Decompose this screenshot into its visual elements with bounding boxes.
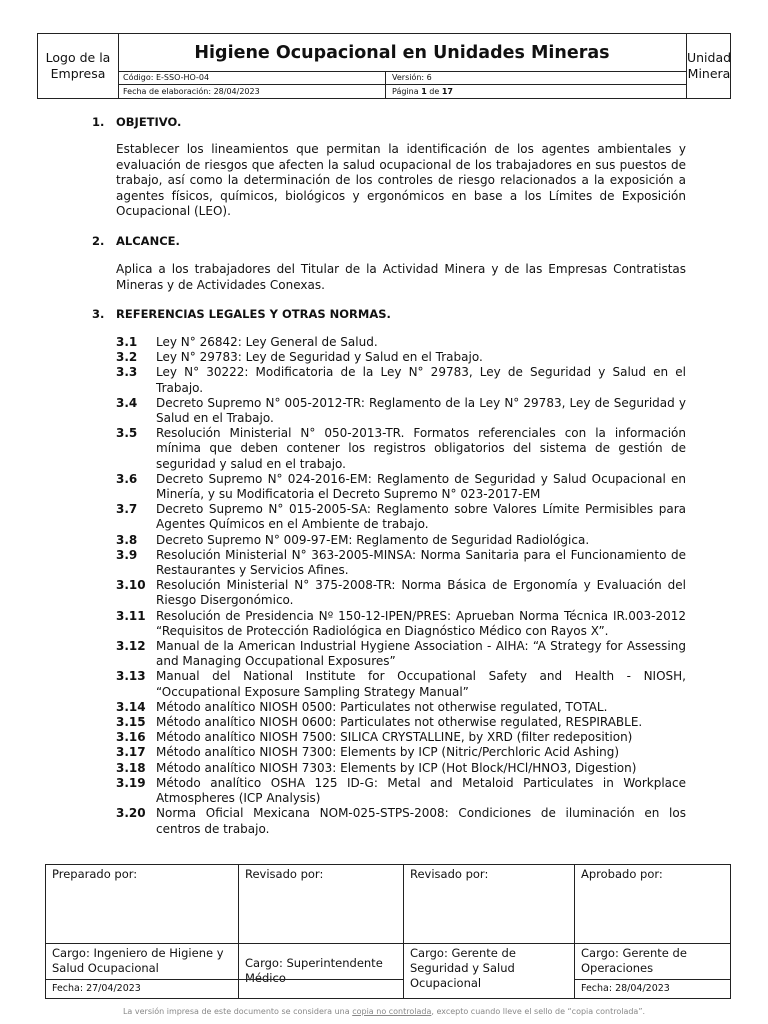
reference-number: 3.9 (116, 547, 138, 562)
approval-role: Preparado por: (52, 867, 138, 881)
approval-date: Fecha: 28/04/2023 (575, 979, 730, 998)
reference-item (116, 700, 686, 715)
header-meta-row-1 (118, 71, 686, 85)
reference-number: 3.20 (116, 806, 146, 821)
approval-position: Cargo: Ingeniero de Higiene y Salud Ocupacional (46, 943, 238, 979)
reference-text: Decreto Supremo N° 005-2012-TR: Reglamento de la Ley N° 29783, Ley de Seguridad y Salud en el Trabajo. (156, 395, 686, 426)
reference-item (116, 806, 686, 836)
reference-text: Método analítico NIOSH 7500: SILICA CRYSTALLINE, by XRD (filter redeposition) (156, 730, 633, 745)
approval-position: Cargo: Gerente de Operaciones (575, 943, 730, 979)
reference-number: 3.6 (116, 471, 138, 486)
reference-item (116, 335, 686, 350)
reference-number: 3.13 (116, 669, 146, 684)
reference-item (116, 426, 686, 472)
page-total: 17 (441, 87, 453, 96)
page-mid: de (426, 87, 442, 96)
reference-item (116, 533, 686, 548)
reference-number: 3.19 (116, 775, 146, 790)
approval-role: Aprobado por: (581, 867, 663, 881)
reference-number: 3.7 (116, 502, 138, 517)
page-number: 1 (421, 87, 427, 96)
reference-text: Método analítico NIOSH 7300: Elements by ICP (Nitric/Perchloric Acid Ashing) (156, 745, 620, 760)
reference-item (116, 609, 686, 639)
section-title: ALCANCE. (116, 234, 180, 248)
approval-table (45, 864, 731, 999)
reference-item (116, 776, 686, 806)
reference-number: 3.16 (116, 730, 146, 745)
header-meta-row-2 (118, 85, 686, 99)
reference-text: Norma Oficial Mexicana NOM-025-STPS-2008: Condiciones de iluminación en los centros de trabajo. (156, 806, 686, 836)
approval-column-reviewed-1 (238, 865, 403, 998)
section-text-objetivo: Establecer los lineamientos que permitan la identificación de los agentes ambientales y evaluación de riesgos que afecten la salud ocupacional de los trabajadores en sus puestos de trabajo, así como la determinación de los controles de riesgo relacionados a la exposición a agentes físicos, químicos, biológicos y ergonómicos en base a los Límites de Exposición Ocupacional (LEO). (116, 142, 686, 218)
reference-number: 3.11 (116, 608, 146, 623)
page-prefix: Página (392, 87, 422, 96)
reference-text: Resolución de Presidencia Nº 150-12-IPEN/PRES: Aprueban Norma Técnica IR.003-2012 “Requisitos de Protección Radiológica en Diagnóstico Médico con Rayos X”. (156, 608, 686, 638)
document-version: Versión: 6 (392, 73, 432, 82)
section-text-alcance: Aplica a los trabajadores del Titular de la Actividad Minera y de las Empresas Contratistas Mineras y de Actividades Conexas. (116, 262, 686, 292)
reference-item (116, 396, 686, 426)
reference-text: Método analítico OSHA 125 ID-G: Metal and Metaloid Particulates in Workplace Atmospheres (ICP Analysis) (156, 775, 686, 806)
section-heading-objetivo (92, 115, 181, 129)
section-number: 2. (92, 234, 105, 248)
reference-text: Decreto Supremo N° 024-2016-EM: Reglamento de Seguridad y Salud Ocupacional en Minería, y su Modificatoria el Decreto Supremo N° 023-2017-EM (156, 471, 686, 502)
reference-number: 3.5 (116, 426, 138, 441)
reference-number: 3.3 (116, 365, 138, 380)
reference-item (116, 730, 686, 745)
approval-column-reviewed-2 (403, 865, 574, 998)
section-number: 3. (92, 307, 105, 321)
footer-text-pre: La versión impresa de este documento se considera una (122, 1007, 353, 1016)
reference-number: 3.15 (116, 715, 146, 730)
document-code: Código: E-SSO-HO-04 (118, 71, 386, 84)
footer-link-text: copia no controlada (352, 1007, 432, 1016)
reference-text: Método analítico NIOSH 0600: Particulates not otherwise regulated, RESPIRABLE. (156, 715, 643, 730)
reference-text: Ley N° 26842: Ley General de Salud. (156, 335, 378, 349)
approval-role: Revisado por: (245, 867, 324, 881)
reference-number: 3.10 (116, 578, 146, 593)
reference-item (116, 350, 686, 365)
reference-number: 3.18 (116, 760, 146, 775)
approval-position: Cargo: Superintendente Médico (239, 943, 403, 979)
reference-item (116, 745, 686, 760)
reference-text: Decreto Supremo N° 009-97-EM: Reglamento de Seguridad Radiológica. (156, 532, 590, 547)
reference-text: Resolución Ministerial N° 050-2013-TR. Formatos referenciales con la información mínima que deben contener los registros obligatorios del sistema de gestión de seguridad y salud en el trabajo. (156, 426, 686, 471)
reference-text: Manual de la American Industrial Hygiene Association - AIHA: “A Strategy for Assessing and Managing Occupational Exposures” (156, 639, 686, 669)
reference-text: Ley N° 30222: Modificatoria de la Ley N° 29783, Ley de Seguridad y Salud en el Trabajo. (156, 365, 686, 395)
creation-date: Fecha de elaboración: 28/04/2023 (118, 85, 386, 98)
reference-text: Resolución Ministerial N° 375-2008-TR: Norma Básica de Ergonomía y Evaluación del Riesgo Disergonómico. (156, 578, 686, 608)
reference-item (116, 639, 686, 669)
reference-number: 3.12 (116, 639, 146, 654)
reference-text: Decreto Supremo N° 015-2005-SA: Reglamento sobre Valores Límite Permisibles para Agentes Químicos en el Ambiente de trabajo. (156, 502, 686, 532)
section-title: OBJETIVO. (116, 115, 182, 129)
reference-item (116, 365, 686, 395)
approval-column-approved (574, 865, 730, 998)
approval-role: Revisado por: (410, 867, 489, 881)
mining-unit-label: Unidad Minera (686, 34, 731, 98)
reference-item (116, 669, 686, 699)
reference-item (116, 548, 686, 578)
reference-text: Método analítico NIOSH 0500: Particulates not otherwise regulated, TOTAL. (156, 699, 608, 714)
approval-position: Cargo: Gerente de Seguridad y Salud Ocupacional (404, 943, 574, 998)
reference-item (116, 761, 686, 776)
reference-text: Método analítico NIOSH 7303: Elements by ICP (Hot Block/HCl/HNO3, Digestion) (156, 760, 637, 775)
reference-item (116, 472, 686, 502)
document-title: Higiene Ocupacional en Unidades Mineras (118, 34, 686, 72)
reference-number: 3.8 (116, 532, 138, 547)
approval-column-prepared (46, 865, 238, 998)
section-number: 1. (92, 115, 105, 129)
reference-text: Ley N° 29783: Ley de Seguridad y Salud en el Trabajo. (156, 350, 483, 365)
reference-number: 3.4 (116, 395, 138, 410)
company-logo-placeholder: Logo de la Empresa (38, 34, 119, 98)
references-list (116, 335, 686, 837)
reference-text: Resolución Ministerial N° 363-2005-MINSA: Norma Sanitaria para el Funcionamiento de Restaurantes y Servicios Afines. (156, 547, 686, 578)
reference-item (116, 502, 686, 532)
approval-date (239, 979, 403, 998)
reference-number: 3.17 (116, 745, 146, 760)
section-heading-alcance (92, 234, 180, 248)
reference-item (116, 715, 686, 730)
section-title: REFERENCIAS LEGALES Y OTRAS NORMAS. (116, 307, 391, 321)
document-header (37, 33, 731, 99)
uncontrolled-copy-note (0, 1007, 768, 1016)
section-heading-referencias (92, 307, 391, 321)
reference-item (116, 578, 686, 608)
reference-number: 3.2 (116, 350, 138, 365)
reference-text: Manual del National Institute for Occupational Safety and Health - NIOSH, “Occupational Exposure Sampling Strategy Manual” (156, 669, 686, 699)
reference-number: 3.1 (116, 335, 138, 349)
reference-number: 3.14 (116, 699, 146, 714)
footer-text-post: , excepto cuando lleve el sello de “copia controlada”. (431, 1007, 646, 1016)
approval-date: Fecha: 27/04/2023 (46, 979, 238, 998)
page-indicator (386, 85, 686, 98)
